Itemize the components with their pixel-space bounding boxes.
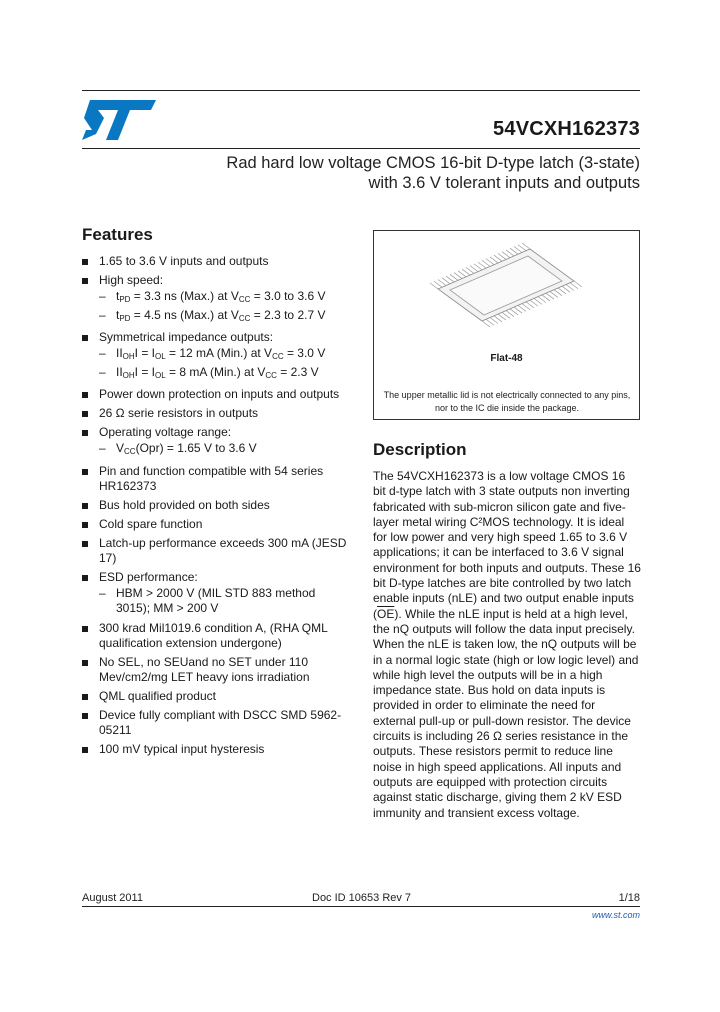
package-pin xyxy=(546,293,554,299)
bullet-icon xyxy=(82,747,88,753)
package-pin xyxy=(458,271,466,277)
feature-item: Pin and function compatible with 54 series HR162373 xyxy=(82,464,352,494)
bullet-icon xyxy=(82,503,88,509)
package-pin xyxy=(482,260,490,266)
bullet-icon xyxy=(82,259,88,265)
feature-item: QML qualified product xyxy=(82,689,352,704)
feature-item: Cold spare function xyxy=(82,517,352,532)
features-heading: Features xyxy=(82,225,153,244)
footer-page: 1/18 xyxy=(618,892,640,904)
footer-doc-id: Doc ID 10653 Rev 7 xyxy=(312,892,412,904)
feature-item: No SEL, no SEUand no SET under 110 Mev/cm2/mg LET heavy ions irradiation xyxy=(82,655,352,685)
feature-item: ESD performance: – HBM > 2000 V (MIL STD 883 method 3015); MM > 200 V xyxy=(82,570,352,617)
package-pin xyxy=(514,307,522,313)
package-pin xyxy=(518,305,526,311)
package-pin xyxy=(486,259,494,265)
bullet-icon xyxy=(82,694,88,700)
bullet-icon xyxy=(82,411,88,417)
package-pin xyxy=(442,278,450,284)
feature-item: High speed: – $t_{PD} = 3.3$ ns (Max.) at $V_{CC} = 3.0$ to 3.6 V – $t_{PD} = 4.5$ ns (Max.) at $V_{CC} = 2.3$ to 2.7 V xyxy=(82,273,352,326)
feature-item: Device fully compliant with DSCC SMD 5962-05211 xyxy=(82,708,352,738)
package-pin xyxy=(550,291,558,297)
package-pin xyxy=(530,300,538,306)
package-pin xyxy=(430,283,438,289)
package-pin xyxy=(482,321,490,327)
feature-subitem: – $II_{OH}I = I_{OL} = 12$ mA (Min.) at $V_{CC} = 3.0$ V xyxy=(99,346,326,361)
feature-item: Power down protection on inputs and outputs xyxy=(82,387,352,402)
package-pin xyxy=(570,283,578,289)
bullet-icon xyxy=(82,392,88,398)
flat-package-chip-icon xyxy=(420,241,590,341)
package-pin xyxy=(522,304,530,310)
oe-signal: $\overline{OE}$ xyxy=(377,606,395,621)
bullet-icon xyxy=(82,626,88,632)
bullet-icon xyxy=(82,335,88,341)
package-pin xyxy=(490,257,498,263)
features-list xyxy=(82,254,352,761)
bullet-icon xyxy=(82,575,88,581)
package-pin xyxy=(502,252,510,258)
header-rule xyxy=(82,148,640,149)
package-pin xyxy=(526,302,534,308)
footer-rule xyxy=(82,906,640,907)
package-pin xyxy=(510,309,518,315)
feature-subitem: – HBM > 2000 V (MIL STD 883 method 3015); MM > 200 V xyxy=(99,585,316,615)
feature-item: Bus hold provided on both sides xyxy=(82,498,352,513)
feature-item: Operating voltage range: – $V_{CC}(Opr) = 1.65$ V to 3.6 V xyxy=(82,425,352,460)
package-pin xyxy=(554,290,562,296)
package-pin xyxy=(510,248,518,254)
package-pin xyxy=(562,286,570,292)
part-number: 54VCXH162373 xyxy=(493,118,640,140)
bullet-icon xyxy=(82,522,88,528)
bullet-icon xyxy=(82,541,88,547)
package-pin xyxy=(534,298,542,304)
bullet-icon xyxy=(82,278,88,284)
package-pin xyxy=(506,311,514,317)
top-rule xyxy=(82,90,640,91)
package-pin xyxy=(494,316,502,322)
package-pin xyxy=(574,281,582,287)
feature-item: 100 mV typical input hysteresis xyxy=(82,742,352,757)
package-pin xyxy=(566,284,574,290)
bullet-icon xyxy=(82,430,88,436)
footer-url-link[interactable]: www.st.com xyxy=(591,910,640,920)
package-pin xyxy=(490,318,498,324)
subtitle-line-1: Rad hard low voltage CMOS 16-bit D-type latch (3-state) xyxy=(226,154,640,172)
package-figure xyxy=(373,230,640,420)
feature-item: Latch-up performance exceeds 300 mA (JESD 17) xyxy=(82,536,352,566)
package-pin xyxy=(518,245,526,251)
feature-subitem: – $t_{PD} = 4.5$ ns (Max.) at $V_{CC} = 2.3$ to 2.7 V xyxy=(99,307,326,323)
package-pin xyxy=(438,280,446,286)
feature-item: 26 Ω serie resistors in outputs xyxy=(82,406,352,421)
bullet-icon xyxy=(82,713,88,719)
package-pin xyxy=(478,262,486,268)
feature-item: 300 krad Mil1019.6 condition A, (RHA QML qualification extension undergone) xyxy=(82,621,352,651)
description-body: The 54VCXH162373 is a low voltage CMOS 16 bit d-type latch with 3 state outputs non inverting fabricated with sub-micron silicon gate and five-layer metal wiring C²MOS technology. It is ideal for low power and very high speed 1.65 to 3.6 V applications; it can be interfaced to 3.6 V signal environment for both inputs and outputs. These 16 bit D-type latches are bite controlled by two latch enable inputs (nLE) and two output enable inputs $(\overline{OE})$. While the nLE input is held at a high level, the nQ outputs will follow the data input precisely. When the nLE is taken low, the nQ outputs will be in a normal logic state (high or low logic level) and while high level the outputs will be in a high impedance state. Bus hold on data inputs is provided in order to eliminate the need for external pull-up or pull-down resistor. The device circuits is including 26 Ω series resistance in the outputs. These resistors permit to reduce line noise in high speed applications. All inputs and outputs are equipped with protection circuits against static discharge, giving them 2 kV ESD immunity and transient excess voltage. xyxy=(373,469,641,820)
bullet-icon xyxy=(82,660,88,666)
description-heading: Description xyxy=(373,440,467,459)
package-pin xyxy=(502,312,510,318)
package-pin xyxy=(466,267,474,273)
feature-subitem: – $II_{OH}I = I_{OL} = 8$ mA (Min.) at $V_{CC} = 2.3$ V xyxy=(99,364,319,380)
package-pin xyxy=(486,319,494,325)
package-pin xyxy=(446,276,454,282)
document-subtitle xyxy=(120,153,640,193)
package-note: The upper metallic lid is not electrically connected to any pins, nor to the IC die inside the package. xyxy=(383,390,631,413)
package-pin xyxy=(470,266,478,272)
feature-subitem: – $V_{CC}(Opr) = 1.65$ V to 3.6 V xyxy=(99,441,257,456)
package-pin xyxy=(494,255,502,261)
package-pin xyxy=(558,288,566,294)
package-pin xyxy=(542,295,550,301)
package-pin xyxy=(514,246,522,252)
feature-subitem: – $t_{PD} = 3.3$ ns (Max.) at $V_{CC} = 3.0$ to 3.6 V xyxy=(99,289,326,304)
bullet-icon xyxy=(82,469,88,475)
package-pin xyxy=(498,253,506,259)
subtitle-line-2: with 3.6 V tolerant inputs and outputs xyxy=(368,174,640,192)
package-pin xyxy=(450,274,458,280)
footer-date: August 2011 xyxy=(82,892,143,904)
package-pin xyxy=(498,314,506,320)
package-pin xyxy=(506,250,514,256)
package-pin xyxy=(434,281,442,287)
package-pin xyxy=(522,243,530,249)
package-pin xyxy=(538,297,546,303)
package-pin xyxy=(474,264,482,270)
package-pin xyxy=(454,273,462,279)
feature-item: 1.65 to 3.6 V inputs and outputs xyxy=(82,254,352,269)
feature-item: Symmetrical impedance outputs: – $II_{OH}I = I_{OL} = 12$ mA (Min.) at $V_{CC} = 3.0$ V – $II_{OH}I = I_{OL} = 8$ mA (Min.) at $V_{CC} = 2.3$ V xyxy=(82,330,352,383)
st-logo-icon xyxy=(82,96,156,142)
package-label: Flat-48 xyxy=(490,353,523,364)
package-pin xyxy=(462,269,470,275)
